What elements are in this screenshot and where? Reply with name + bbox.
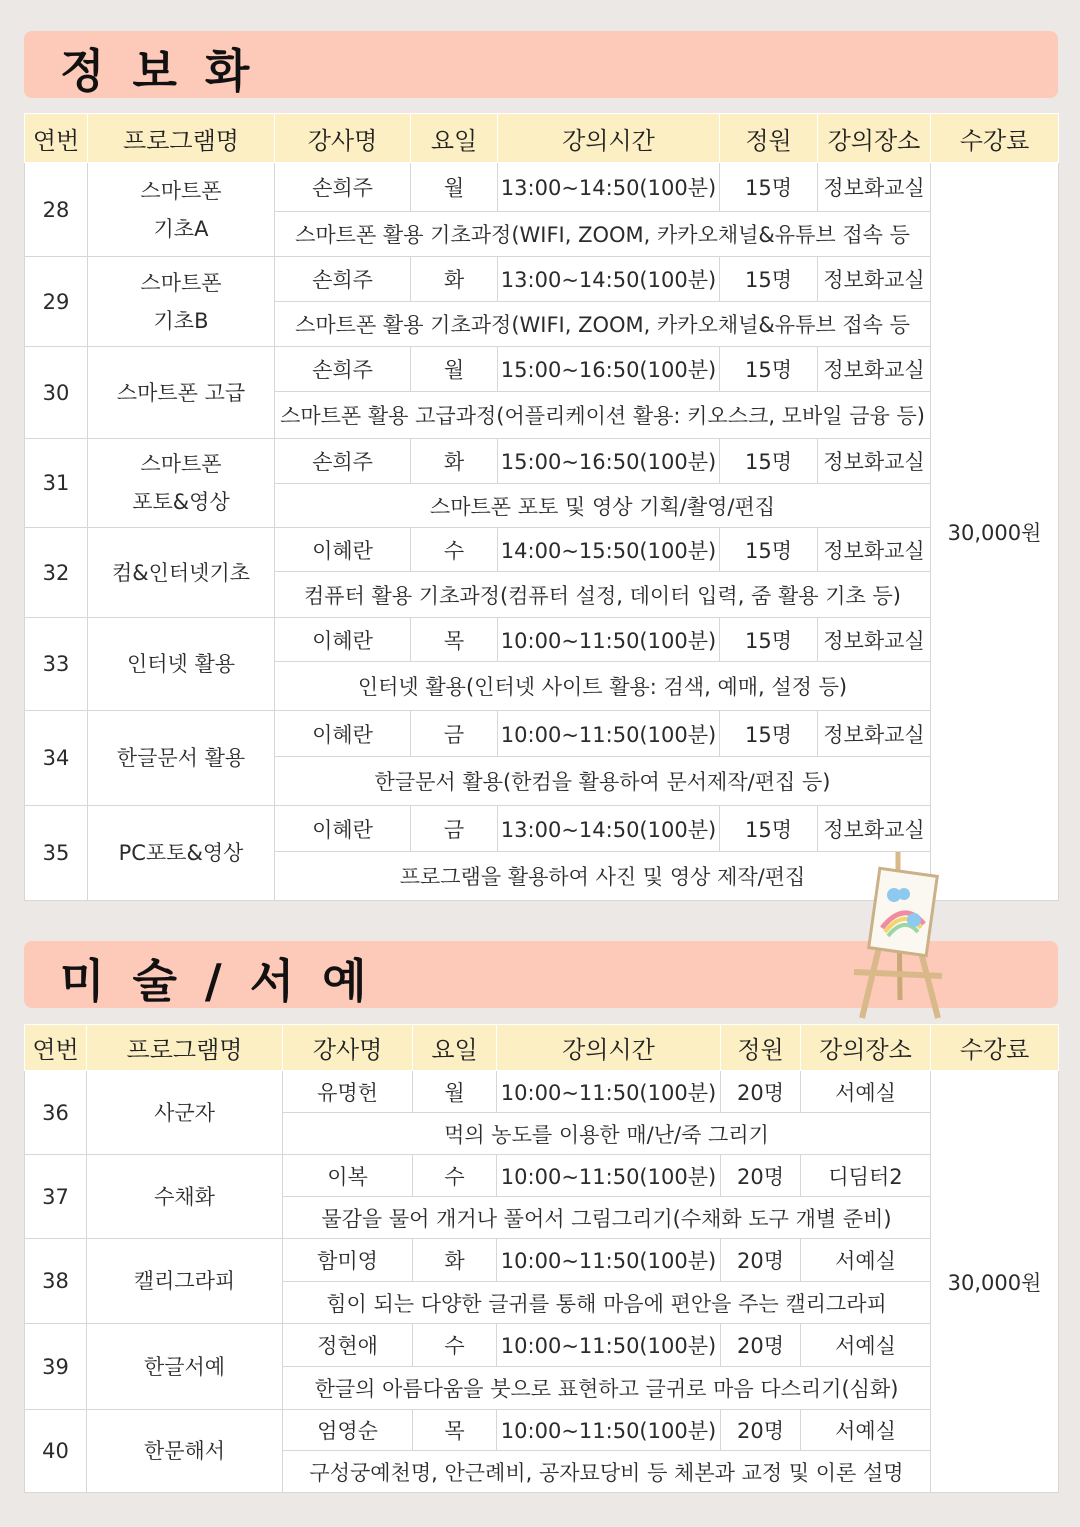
program-name: 스마트폰 포토&영상	[88, 439, 275, 528]
capacity: 15명	[720, 528, 818, 572]
header-teacher: 강사명	[275, 114, 411, 163]
program-name: 컴&인터넷기초	[88, 528, 275, 618]
class-place: 정보화교실	[818, 257, 931, 302]
class-time: 15:00~16:50(100분)	[498, 347, 720, 392]
class-place: 서예실	[801, 1071, 931, 1113]
program-name: PC포토&영상	[88, 806, 275, 901]
row-number: 28	[25, 163, 88, 257]
row-number: 39	[25, 1324, 87, 1410]
program-description: 스마트폰 활용 고급과정(어플리케이션 활용: 키오스크, 모바일 금융 등)	[275, 392, 931, 439]
row-number: 30	[25, 347, 88, 439]
program-table-art	[24, 1024, 1059, 1493]
teacher-name: 정현애	[283, 1324, 413, 1367]
class-time: 10:00~11:50(100분)	[497, 1324, 721, 1367]
capacity: 15명	[720, 618, 818, 662]
header-program: 프로그램명	[88, 114, 275, 163]
capacity: 15명	[720, 806, 818, 852]
class-place: 정보화교실	[818, 806, 931, 852]
program-name: 한문해서	[87, 1410, 283, 1493]
capacity: 15명	[720, 439, 818, 484]
header-fee: 수강료	[931, 1025, 1059, 1071]
header-day: 요일	[413, 1025, 497, 1071]
class-time: 15:00~16:50(100분)	[498, 439, 720, 484]
capacity: 15명	[720, 711, 818, 757]
program-name: 스마트폰 기초A	[88, 163, 275, 257]
class-day: 수	[413, 1155, 497, 1197]
program-name: 스마트폰 고급	[88, 347, 275, 439]
row-number: 37	[25, 1155, 87, 1239]
program-description: 구성궁예천명, 안근례비, 공자묘당비 등 체본과 교정 및 이론 설명	[283, 1451, 931, 1493]
header-no: 연번	[25, 1025, 87, 1071]
row-number: 38	[25, 1239, 87, 1324]
row-number: 36	[25, 1071, 87, 1155]
table-header-row	[25, 114, 1059, 163]
class-place: 서예실	[801, 1324, 931, 1367]
teacher-name: 이혜란	[275, 711, 411, 757]
class-day: 화	[411, 439, 498, 484]
teacher-name: 이혜란	[275, 618, 411, 662]
teacher-name: 함미영	[283, 1239, 413, 1282]
teacher-name: 이복	[283, 1155, 413, 1197]
section-banner-info	[24, 31, 1058, 98]
header-no: 연번	[25, 114, 88, 163]
class-place: 디딤터2	[801, 1155, 931, 1197]
teacher-name: 유명헌	[283, 1071, 413, 1113]
program-description: 먹의 농도를 이용한 매/난/죽 그리기	[283, 1113, 931, 1155]
program-name: 인터넷 활용	[88, 618, 275, 711]
program-description: 스마트폰 포토 및 영상 기획/촬영/편집	[275, 484, 931, 528]
class-time: 10:00~11:50(100분)	[497, 1239, 721, 1282]
table-row	[25, 1155, 1059, 1197]
teacher-name: 손희주	[275, 163, 411, 212]
teacher-name: 손희주	[275, 439, 411, 484]
header-fee: 수강료	[931, 114, 1059, 163]
program-description: 한글의 아름다움을 붓으로 표현하고 글귀로 마음 다스리기(심화)	[283, 1367, 931, 1410]
class-place: 정보화교실	[818, 347, 931, 392]
class-time: 10:00~11:50(100분)	[497, 1071, 721, 1113]
table-row	[25, 618, 1059, 662]
table-row	[25, 347, 1059, 392]
easel-icon	[848, 850, 948, 1020]
class-day: 목	[411, 618, 498, 662]
program-name: 스마트폰 기초B	[88, 257, 275, 347]
class-place: 정보화교실	[818, 528, 931, 572]
class-time: 13:00~14:50(100분)	[498, 806, 720, 852]
class-day: 금	[411, 806, 498, 852]
class-time: 13:00~14:50(100분)	[498, 257, 720, 302]
program-name: 캘리그라피	[87, 1239, 283, 1324]
table-row	[25, 439, 1059, 484]
program-description: 한글문서 활용(한컴을 활용하여 문서제작/편집 등)	[275, 757, 931, 806]
table-header-row	[25, 1025, 1059, 1071]
row-number: 32	[25, 528, 88, 618]
class-place: 서예실	[801, 1239, 931, 1282]
class-day: 수	[411, 528, 498, 572]
class-time: 10:00~11:50(100분)	[498, 618, 720, 662]
capacity: 20명	[721, 1155, 801, 1197]
program-description: 스마트폰 활용 기초과정(WIFI, ZOOM, 카카오채널&유튜브 접속 등	[275, 302, 931, 347]
class-place: 정보화교실	[818, 711, 931, 757]
capacity: 15명	[720, 257, 818, 302]
class-time: 10:00~11:50(100분)	[497, 1410, 721, 1451]
header-day: 요일	[411, 114, 498, 163]
class-place: 정보화교실	[818, 163, 931, 212]
class-place: 서예실	[801, 1410, 931, 1451]
tuition-fee: 30,000원	[931, 163, 1059, 901]
row-number: 40	[25, 1410, 87, 1493]
header-place: 강의장소	[818, 114, 931, 163]
header-time: 강의시간	[498, 114, 720, 163]
row-number: 35	[25, 806, 88, 901]
class-day: 수	[413, 1324, 497, 1367]
table-row	[25, 711, 1059, 757]
program-description: 인터넷 활용(인터넷 사이트 활용: 검색, 예매, 설정 등)	[275, 662, 931, 711]
table-row	[25, 1324, 1059, 1367]
table-row	[25, 528, 1059, 572]
row-number: 29	[25, 257, 88, 347]
program-table-info	[24, 113, 1059, 901]
capacity: 20명	[721, 1324, 801, 1367]
capacity: 15명	[720, 163, 818, 212]
header-teacher: 강사명	[283, 1025, 413, 1071]
teacher-name: 손희주	[275, 257, 411, 302]
capacity: 20명	[721, 1071, 801, 1113]
class-day: 금	[411, 711, 498, 757]
teacher-name: 이혜란	[275, 806, 411, 852]
class-time: 10:00~11:50(100분)	[498, 711, 720, 757]
program-name: 수채화	[87, 1155, 283, 1239]
program-name: 한글문서 활용	[88, 711, 275, 806]
class-time: 14:00~15:50(100분)	[498, 528, 720, 572]
class-place: 정보화교실	[818, 618, 931, 662]
capacity: 20명	[721, 1410, 801, 1451]
class-place: 정보화교실	[818, 439, 931, 484]
section-title: 미 술 / 서 예	[60, 954, 373, 1008]
class-day: 월	[413, 1071, 497, 1113]
class-day: 화	[411, 257, 498, 302]
program-description: 스마트폰 활용 기초과정(WIFI, ZOOM, 카카오채널&유튜브 접속 등	[275, 212, 931, 257]
table-row	[25, 1239, 1059, 1282]
table-row	[25, 1071, 1059, 1113]
header-capacity: 정원	[720, 114, 818, 163]
class-day: 목	[413, 1410, 497, 1451]
class-day: 월	[411, 347, 498, 392]
teacher-name: 엄영순	[283, 1410, 413, 1451]
table-row	[25, 806, 1059, 852]
table-row	[25, 163, 1059, 212]
capacity: 20명	[721, 1239, 801, 1282]
table-row	[25, 1410, 1059, 1451]
header-capacity: 정원	[721, 1025, 801, 1071]
teacher-name: 손희주	[275, 347, 411, 392]
table-row	[25, 257, 1059, 302]
class-time: 10:00~11:50(100분)	[497, 1155, 721, 1197]
header-time: 강의시간	[497, 1025, 721, 1071]
section-title: 정 보 화	[60, 44, 256, 98]
row-number: 34	[25, 711, 88, 806]
header-place: 강의장소	[801, 1025, 931, 1071]
program-description: 프로그램을 활용하여 사진 및 영상 제작/편집	[275, 852, 931, 901]
capacity: 15명	[720, 347, 818, 392]
class-time: 13:00~14:50(100분)	[498, 163, 720, 212]
tuition-fee: 30,000원	[931, 1071, 1059, 1493]
row-number: 33	[25, 618, 88, 711]
teacher-name: 이혜란	[275, 528, 411, 572]
header-program: 프로그램명	[87, 1025, 283, 1071]
program-name: 사군자	[87, 1071, 283, 1155]
class-day: 화	[413, 1239, 497, 1282]
class-day: 월	[411, 163, 498, 212]
row-number: 31	[25, 439, 88, 528]
program-description: 컴퓨터 활용 기초과정(컴퓨터 설정, 데이터 입력, 줌 활용 기초 등)	[275, 572, 931, 618]
program-description: 힘이 되는 다양한 글귀를 통해 마음에 편안을 주는 캘리그라피	[283, 1282, 931, 1324]
program-name: 한글서예	[87, 1324, 283, 1410]
program-description: 물감을 물어 개거나 풀어서 그림그리기(수채화 도구 개별 준비)	[283, 1197, 931, 1239]
